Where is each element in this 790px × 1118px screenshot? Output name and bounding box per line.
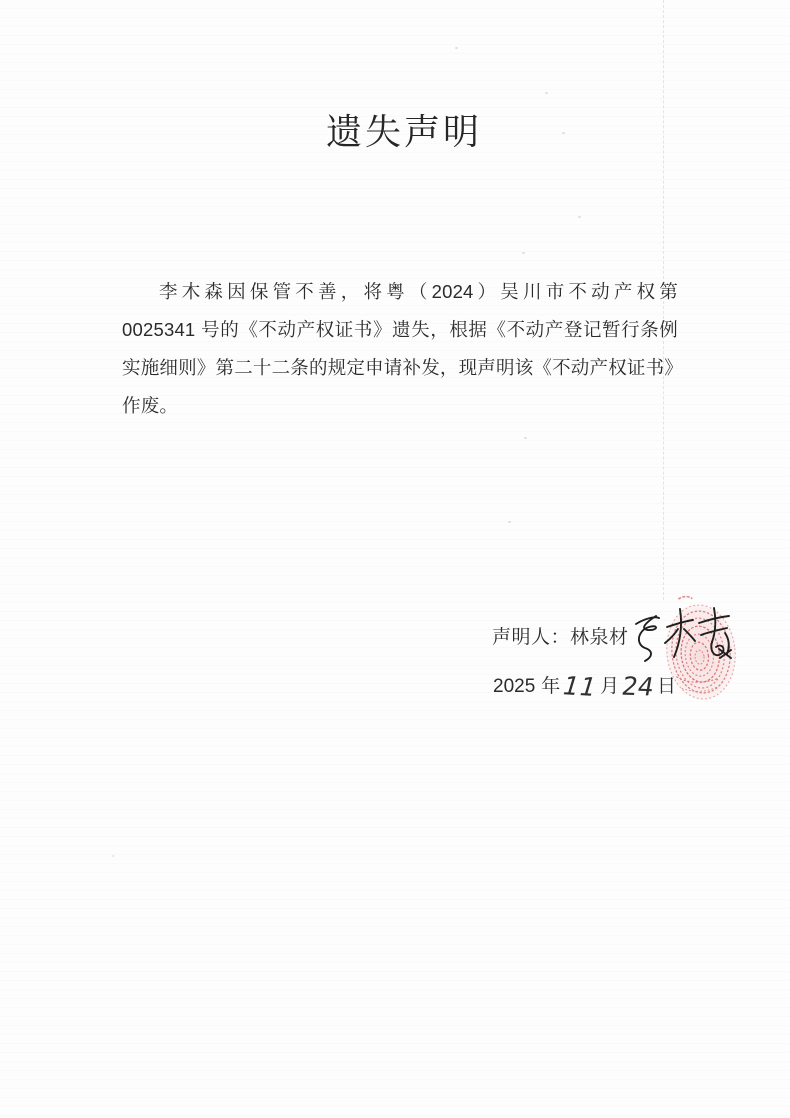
scan-speck (508, 521, 511, 523)
document-body (122, 273, 684, 425)
handwritten-signature-text (0, 0, 1, 1)
scan-speck (545, 92, 548, 94)
scan-speck (522, 252, 525, 254)
handwritten-day: 24 (619, 671, 657, 702)
scan-speck (112, 855, 114, 857)
body-line: 作废。 (122, 395, 179, 416)
declarant-label: 声明人：林泉材 (492, 627, 629, 648)
date-year: 2025 (493, 676, 536, 697)
document-title: 遗失声明 (325, 111, 482, 152)
handwritten-signature (632, 604, 734, 668)
scan-speck (455, 47, 458, 49)
scan-speck (524, 437, 527, 439)
date-month-unit: 月 (600, 676, 620, 697)
date-year-unit: 年 (541, 676, 561, 697)
body-line: 李木森因保管不善，将粤（2024）吴川市不动产权第 (159, 281, 678, 302)
body-line: 实施细则》第二十二条的规定申请补发，现声明该《不动产权证书》 (122, 357, 684, 378)
handwritten-month: 11 (559, 671, 602, 702)
date-day-unit: 日 (656, 676, 676, 697)
scan-speck (578, 216, 581, 218)
body-line: 0025341 号的《不动产权证书》遗失，根据《不动产登记暂行条例 (122, 319, 678, 340)
date-line (493, 671, 677, 701)
